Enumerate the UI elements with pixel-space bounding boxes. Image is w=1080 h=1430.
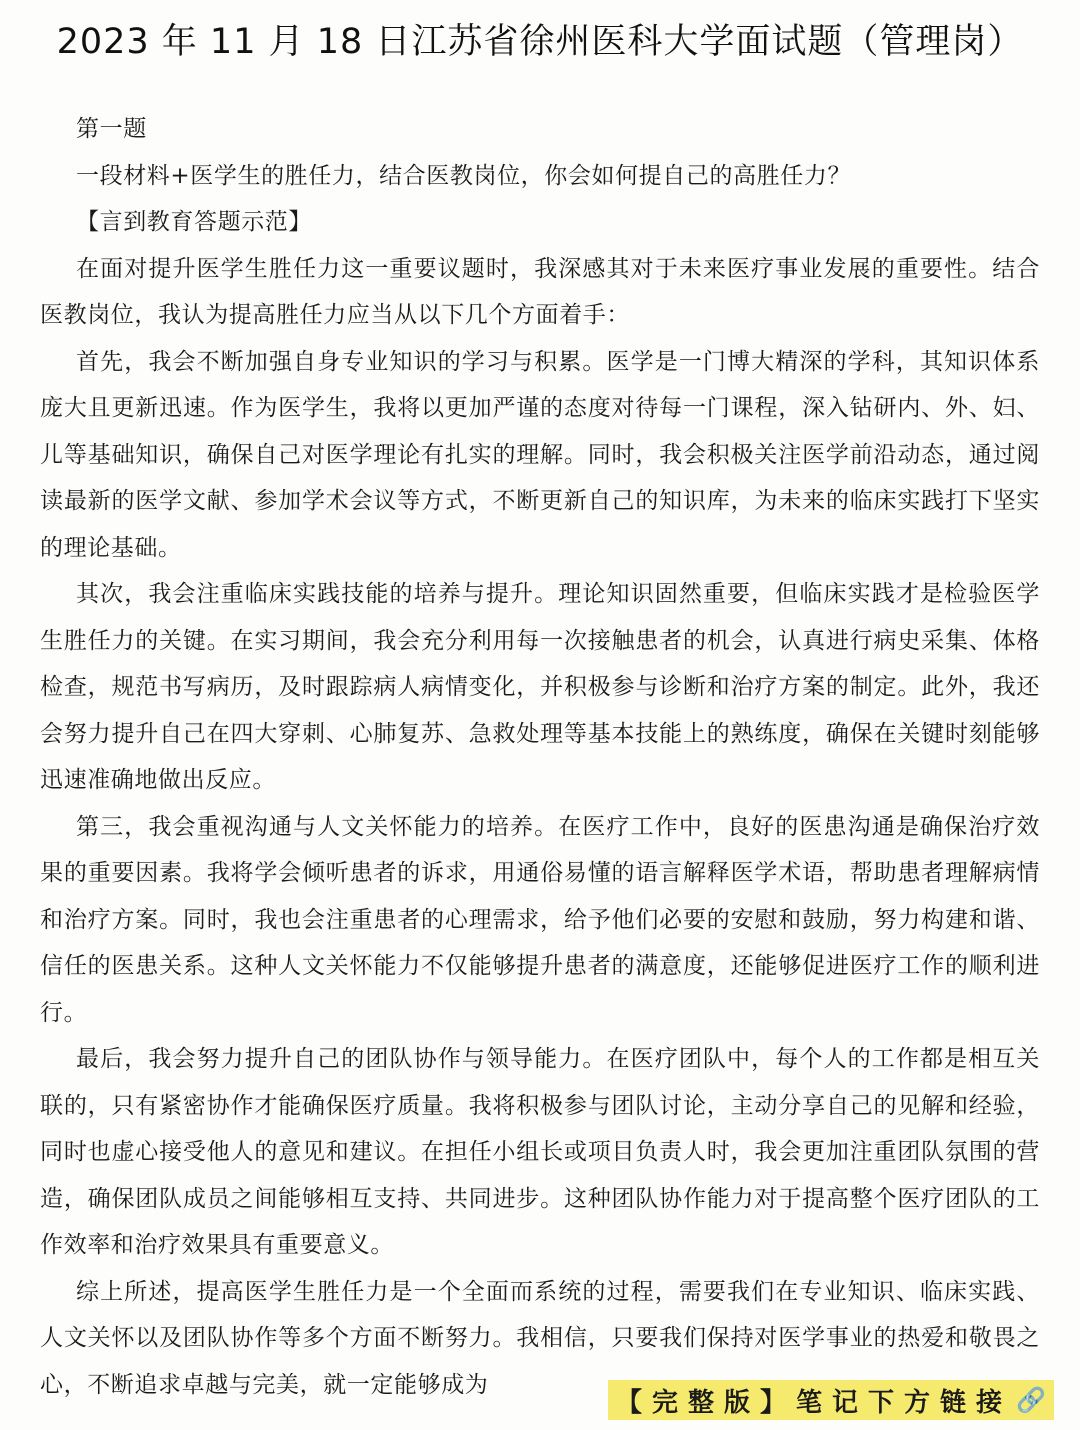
paragraph-intro: 在面对提升医学生胜任力这一重要议题时，我深感其对于未来医疗事业发展的重要性。结合医教岗位，我认为提高胜任力应当从以下几个方面着手：	[40, 255, 1040, 328]
paragraph-second: 其次，我会注重临床实践技能的培养与提升。理论知识固然重要，但临床实践才是检验医学生胜任力的关键。在实习期间，我会充分利用每一次接触患者的机会，认真进行病史采集、体格检查，规范书写病历，及时跟踪病人病情变化，并积极参与诊断和治疗方案的制定。此外，我还会努力提升自己在四大穿刺、心肺复苏、急救处理等基本技能上的熟练度，确保在关键时刻能够迅速准确地做出反应。	[40, 581, 1040, 793]
section-heading: 第一题	[76, 116, 147, 142]
answer-label: 【言到教育答题示范】	[76, 209, 312, 235]
question-text: 一段材料+医学生的胜任力，结合医教岗位，你会如何提自己的高胜任力？	[76, 162, 852, 189]
paragraph-conclusion: 综上所述，提高医学生胜任力是一个全面而系统的过程，需要我们在专业知识、临床实践、人文关怀以及团队协作等多个方面不断努力。我相信，只要我们保持对医学事业的热爱和敬畏之心，不断追求卓越与完美，就一定能够成为	[40, 1278, 1040, 1398]
paragraph-third: 第三，我会重视沟通与人文关怀能力的培养。在医疗工作中，良好的医患沟通是确保治疗效果的重要因素。我将学会倾听患者的诉求，用通俗易懂的语言解释医学术语，帮助患者理解病情和治疗方案。同时，我也会注重患者的心理需求，给予他们必要的安慰和鼓励，努力构建和谐、信任的医患关系。这种人文关怀能力不仅能够提升患者的满意度，还能够促进医疗工作的顺利进行。	[40, 813, 1040, 1026]
link-icon: 🔗	[1016, 1386, 1046, 1414]
paragraph-first: 首先，我会不断加强自身专业知识的学习与积累。医学是一门博大精深的学科，其知识体系庞大且更新迅速。作为医学生，我将以更加严谨的态度对待每一门课程，深入钻研内、外、妇、儿等基础知识，确保自己对医学理论有扎实的理解。同时，我会积极关注医学前沿动态，通过阅读最新的医学文献、参加学术会议等方式，不断更新自己的知识库，为未来的临床实践打下坚实的理论基础。	[40, 348, 1040, 561]
paragraph-last: 最后，我会努力提升自己的团队协作与领导能力。在医疗团队中，每个人的工作都是相互关联的，只有紧密协作才能确保医疗质量。我将积极参与团队讨论，主动分享自己的见解和经验，同时也虚心接受他人的意见和建议。在担任小组长或项目负责人时，我会更加注重团队氛围的营造，确保团队成员之间能够相互支持、共同进步。这种团队协作能力对于提高整个医疗团队的工作效率和治疗效果具有重要意义。	[40, 1046, 1040, 1258]
full-version-banner[interactable]	[608, 1380, 1054, 1420]
document-title: 2023 年 11 月 18 日江苏省徐州医科大学面试题（管理岗）	[56, 22, 1024, 62]
banner-label: 【完整版】笔记下方链接	[616, 1387, 1013, 1418]
document-body	[40, 106, 1040, 1408]
